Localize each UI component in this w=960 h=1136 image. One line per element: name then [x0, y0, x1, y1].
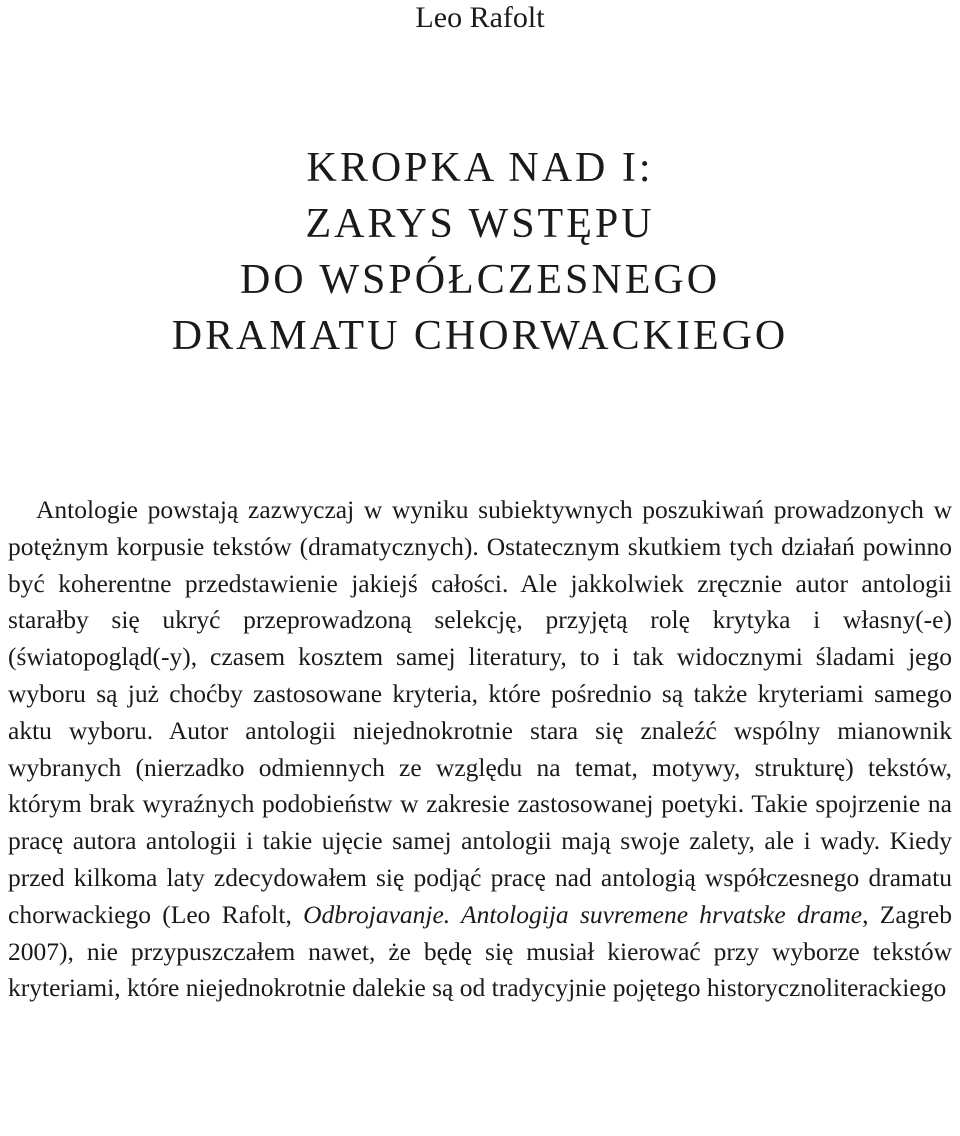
body-text-part-1: Antologie powstają zazwyczaj w wyniku subiektywnych poszukiwań prowadzonych w potężnym korpusie tekstów (dramatycznych). Ostatecznym skutkiem tych działań powinno być koherentne przedstawienie jakiejś całości. Ale jakkolwiek zręcznie autor antologii starałby się ukryć przeprowadzoną selekcję, przyjętą rolę krytyka i własny(-e) (światopogląd(-y), czasem kosztem samej literatury, to i tak widocznymi śladami jego wyboru są już choćby zastosowane kryteria, które pośrednio są także kryteriami samego aktu wyboru. Autor antologii niejednokrotnie stara się znaleźć wspólny mianownik wybranych (nierzadko odmiennych ze względu na temat, motywy, strukturę) tekstów, którym brak wyraźnych podobieństw w zakresie zastosowanej poetyki. Takie spojrzenie na pracę autora antologii i takie ujęcie samej antologii mają swoje zalety, ale i wady. Kiedy przed kilkoma laty zdecydowałem się podjąć pracę nad antologią współczesnego dramatu chorwackiego (Leo Rafolt, — [8, 495, 952, 929]
chapter-title-line-2: ZARYS WSTĘPU — [305, 201, 655, 247]
anthology-title-italic: Odbrojavanje. Antologija suvremene hrvatske drame — [303, 899, 863, 929]
body-paragraph — [8, 492, 952, 1007]
body-text-part-2: , Zagreb 2007), nie przypuszczałem nawet, że będę się musiał kierować przy wyborze tekstów kryteriami, które niejednokrotnie dalekie są od tradycyjnie pojętego historycznoliterackiego — [8, 899, 952, 1003]
chapter-title-line-3: DO WSPÓŁCZESNEGO — [239, 257, 721, 303]
chapter-title-line-4: DRAMATU CHORWACKIEGO — [171, 313, 789, 359]
running-header-author: Leo Rafolt — [415, 1, 545, 34]
chapter-title — [0, 140, 960, 364]
chapter-title-line-1: KROPKA NAD I: — [306, 145, 654, 191]
